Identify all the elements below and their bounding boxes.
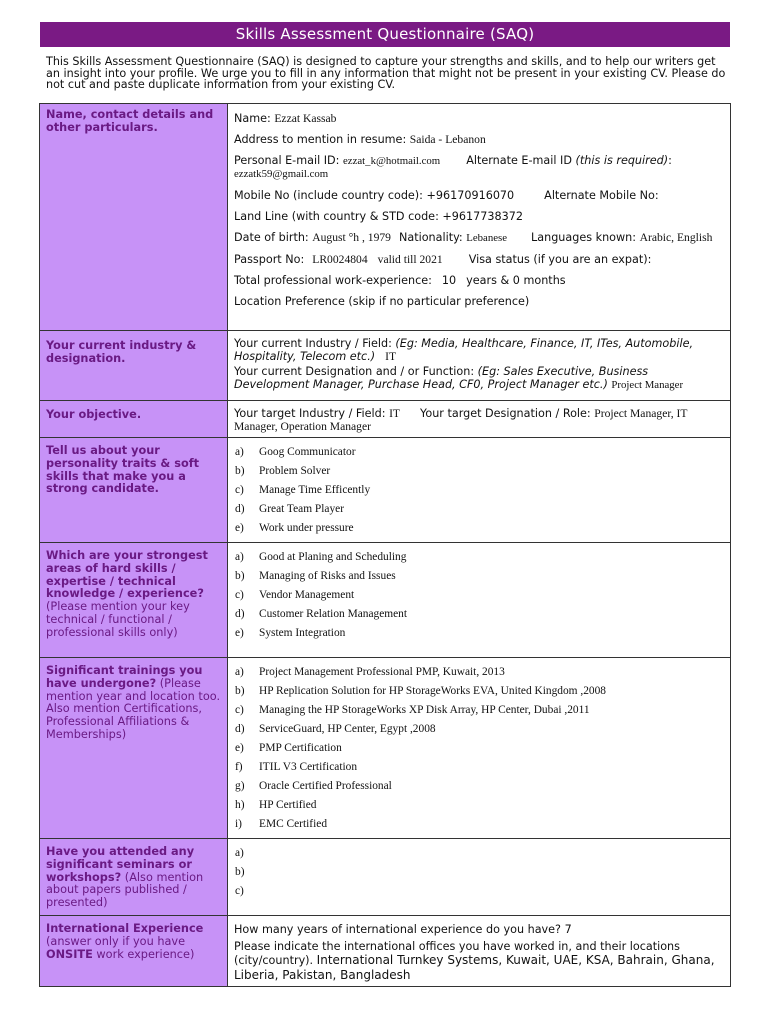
- intl-offices-value[interactable]: International Turnkey Systems, Kuwait, UAE, KSA, Bahrain, Ghana, Liberia, Pakistan, Bangladesh: [234, 953, 715, 982]
- passport-value[interactable]: LR0024804: [312, 253, 368, 266]
- row-hard-skills: [40, 543, 731, 658]
- list-item-marker: c): [235, 484, 244, 496]
- alt-email-value[interactable]: ezzatk59@gmail.com: [234, 168, 329, 180]
- address-value[interactable]: Saida - Lebanon: [409, 133, 486, 146]
- list-item-text[interactable]: System Integration: [259, 627, 346, 639]
- trainings-list: [228, 658, 731, 839]
- passport-line: Passport No: LR0024804 valid till 2021 Visa status (if you are an expat):: [234, 253, 652, 266]
- list-item-text[interactable]: Managing of Risks and Issues: [259, 570, 396, 582]
- soft-skills-list: [228, 438, 731, 543]
- lettered-list: [234, 844, 724, 901]
- list-item-marker: d): [235, 608, 245, 620]
- target-line: Your target Industry / Field: IT Your target Designation / Role: Project Manager, IT Manager, Operation Manager: [234, 407, 688, 433]
- list-item-text[interactable]: Good at Planing and Scheduling: [259, 551, 407, 563]
- current-designation-value[interactable]: Project Manager: [611, 379, 684, 391]
- dob-value[interactable]: August °h , 1979: [312, 231, 391, 244]
- list-item-marker: g): [235, 780, 245, 792]
- list-item: [234, 758, 724, 777]
- list-item-marker: a): [235, 666, 244, 678]
- label-international: International Experience (answer only if you have ONSITE work experience): [40, 916, 228, 987]
- email-value[interactable]: ezzat_k@hotmail.com: [343, 155, 441, 167]
- label-seminars: Have you attended any significant seminars or workshops? (Also mention about papers published / presented): [40, 839, 228, 916]
- list-item: [234, 500, 724, 519]
- experience-line: Total professional work-experience: 10 years & 0 months: [234, 274, 566, 287]
- current-industry-line: Your current Industry / Field: (Eg: Media, Healthcare, Finance, IT, ITes, Automobile, Hospitality, Telecom etc.) IT: [234, 337, 694, 363]
- list-item: [234, 462, 724, 481]
- list-item: [234, 586, 724, 605]
- list-item: [234, 663, 724, 682]
- list-item-text[interactable]: Manage Time Efficently: [259, 484, 371, 496]
- list-item-marker: f): [235, 761, 243, 773]
- label-soft-skills: Tell us about your personality traits & soft skills that make you a strong candidate.: [40, 438, 228, 543]
- list-item-text[interactable]: Project Management Professional PMP, Kuwait, 2013: [259, 666, 505, 678]
- international-details: [228, 916, 731, 987]
- row-objective: [40, 401, 731, 438]
- label-industry: Your current industry & designation.: [40, 331, 228, 401]
- list-item: [234, 519, 724, 538]
- list-item-text[interactable]: EMC Certified: [259, 818, 328, 830]
- list-item-text[interactable]: Work under pressure: [259, 522, 354, 534]
- list-item: [234, 844, 724, 863]
- current-industry-value[interactable]: IT: [385, 350, 397, 363]
- name-line: Name: Ezzat Kassab: [234, 112, 337, 125]
- list-item-text[interactable]: Goog Communicator: [259, 446, 356, 458]
- intl-years-line: How many years of international experience do you have? 7: [234, 923, 572, 936]
- location-line: Location Preference (skip if no particular preference): [234, 295, 530, 308]
- list-item-text[interactable]: Oracle Certified Professional: [259, 780, 392, 792]
- landline-line: Land Line (with country & STD code: +9617738372: [234, 210, 523, 223]
- lettered-list: [234, 443, 724, 538]
- name-value[interactable]: Ezzat Kassab: [274, 112, 337, 125]
- list-item-marker: b): [235, 866, 245, 878]
- list-item-text[interactable]: Customer Relation Management: [259, 608, 408, 620]
- list-item-marker: b): [235, 570, 245, 582]
- landline-value[interactable]: +9617738372: [442, 210, 523, 223]
- list-item: [234, 567, 724, 586]
- target-designation-value[interactable]: Project Manager, IT Manager, Operation Manager: [234, 407, 688, 433]
- personal-details: [228, 104, 731, 331]
- list-item: [234, 739, 724, 758]
- label-trainings: Significant trainings you have undergone? (Please mention year and location too. Also mention Certifications, Professional Affiliations & Memberships): [40, 658, 228, 839]
- row-international: [40, 916, 731, 987]
- list-item-marker: c): [235, 885, 244, 897]
- list-item-text[interactable]: ServiceGuard, HP Center, Egypt ,2008: [259, 723, 436, 735]
- list-item-marker: d): [235, 723, 245, 735]
- list-item: [234, 720, 724, 739]
- list-item: [234, 682, 724, 701]
- row-personal: [40, 104, 731, 331]
- list-item: [234, 777, 724, 796]
- mobile-line: Mobile No (include country code): +96170916070 Alternate Mobile No:: [234, 189, 659, 202]
- list-item: [234, 624, 724, 643]
- list-item-marker: e): [235, 522, 244, 534]
- list-item-marker: a): [235, 551, 244, 563]
- mobile-value[interactable]: +96170916070: [426, 189, 515, 202]
- list-item: [234, 605, 724, 624]
- list-item: [234, 701, 724, 720]
- current-designation-line: Your current Designation and / or Function: (Eg: Sales Executive, Business Development Manager, Purchase Head, CF0, Project Manager etc.) Project Manager: [234, 365, 684, 391]
- target-industry-value[interactable]: IT: [389, 407, 401, 420]
- hard-skills-list: [228, 543, 731, 658]
- list-item-text[interactable]: Vendor Management: [259, 589, 355, 601]
- label-hard-skills: Which are your strongest areas of hard skills / expertise / technical knowledge / experience? (Please mention your key technical / functional / professional skills only): [40, 543, 228, 658]
- list-item-text[interactable]: HP Replication Solution for HP StorageWorks EVA, United Kingdom ,2008: [259, 685, 607, 697]
- label-personal: Name, contact details and other particulars.: [40, 104, 228, 331]
- list-item: [234, 443, 724, 462]
- list-item-marker: b): [235, 465, 245, 477]
- document-title: Skills Assessment Questionnaire (SAQ): [40, 22, 730, 47]
- languages-value[interactable]: Arabic, English: [639, 231, 713, 244]
- intro-paragraph: This Skills Assessment Questionnaire (SAQ) is designed to capture your strengths and skills, and to help our writers get an insight into your profile. We urge you to fill in any information that might not be present in your existing CV. Please do not cut and paste duplicate information from your existing CV.: [46, 55, 726, 91]
- list-item-text[interactable]: HP Certified: [259, 799, 317, 811]
- row-seminars: [40, 839, 731, 916]
- lettered-list: [234, 663, 724, 834]
- nationality-value[interactable]: Lebanese: [466, 232, 508, 244]
- intl-offices-line: Please indicate the international offices you have worked in, and their locations (city/country). International Turnkey Systems, Kuwait, UAE, KSA, Bahrain, Ghana, Liberia, Pakistan, Bangladesh: [234, 940, 715, 982]
- passport-valid: valid till 2021: [377, 253, 443, 266]
- questionnaire-table: [39, 103, 731, 987]
- list-item-text[interactable]: PMP Certification: [259, 742, 342, 754]
- list-item-text[interactable]: ITIL V3 Certification: [259, 761, 358, 773]
- list-item: [234, 815, 724, 834]
- row-industry: [40, 331, 731, 401]
- list-item: [234, 796, 724, 815]
- alt-mobile-label: Alternate Mobile No:: [544, 189, 659, 202]
- intl-years-value[interactable]: 7: [564, 923, 572, 936]
- list-item-marker: a): [235, 446, 244, 458]
- list-item-marker: c): [235, 589, 244, 601]
- objective-details: [228, 401, 731, 438]
- lettered-list: [234, 548, 724, 643]
- list-item-marker: b): [235, 685, 245, 697]
- list-item-marker: e): [235, 627, 244, 639]
- list-item-marker: i): [235, 818, 242, 830]
- address-line: Address to mention in resume: Saida - Lebanon: [234, 133, 486, 146]
- list-item-text[interactable]: Problem Solver: [259, 465, 331, 477]
- list-item-marker: a): [235, 847, 244, 859]
- list-item-marker: e): [235, 742, 244, 754]
- list-item: [234, 863, 724, 882]
- list-item-marker: c): [235, 704, 244, 716]
- experience-years[interactable]: 10: [441, 274, 457, 287]
- dob-line: Date of birth: August °h , 1979 Nationality: Lebanese Languages known: Arabic, English: [234, 231, 713, 244]
- list-item: [234, 882, 724, 901]
- industry-details: [228, 331, 731, 401]
- list-item: [234, 481, 724, 500]
- row-soft-skills: [40, 438, 731, 543]
- list-item-marker: d): [235, 503, 245, 515]
- label-objective: Your objective.: [40, 401, 228, 438]
- row-trainings: [40, 658, 731, 839]
- list-item-text[interactable]: Great Team Player: [259, 503, 345, 515]
- seminars-list: [228, 839, 731, 916]
- list-item-marker: h): [235, 799, 245, 811]
- list-item: [234, 548, 724, 567]
- email-line: Personal E-mail ID: ezzat_k@hotmail.com Alternate E-mail ID (this is required):: [234, 154, 672, 167]
- list-item-text[interactable]: Managing the HP StorageWorks XP Disk Array, HP Center, Dubai ,2011: [259, 704, 590, 716]
